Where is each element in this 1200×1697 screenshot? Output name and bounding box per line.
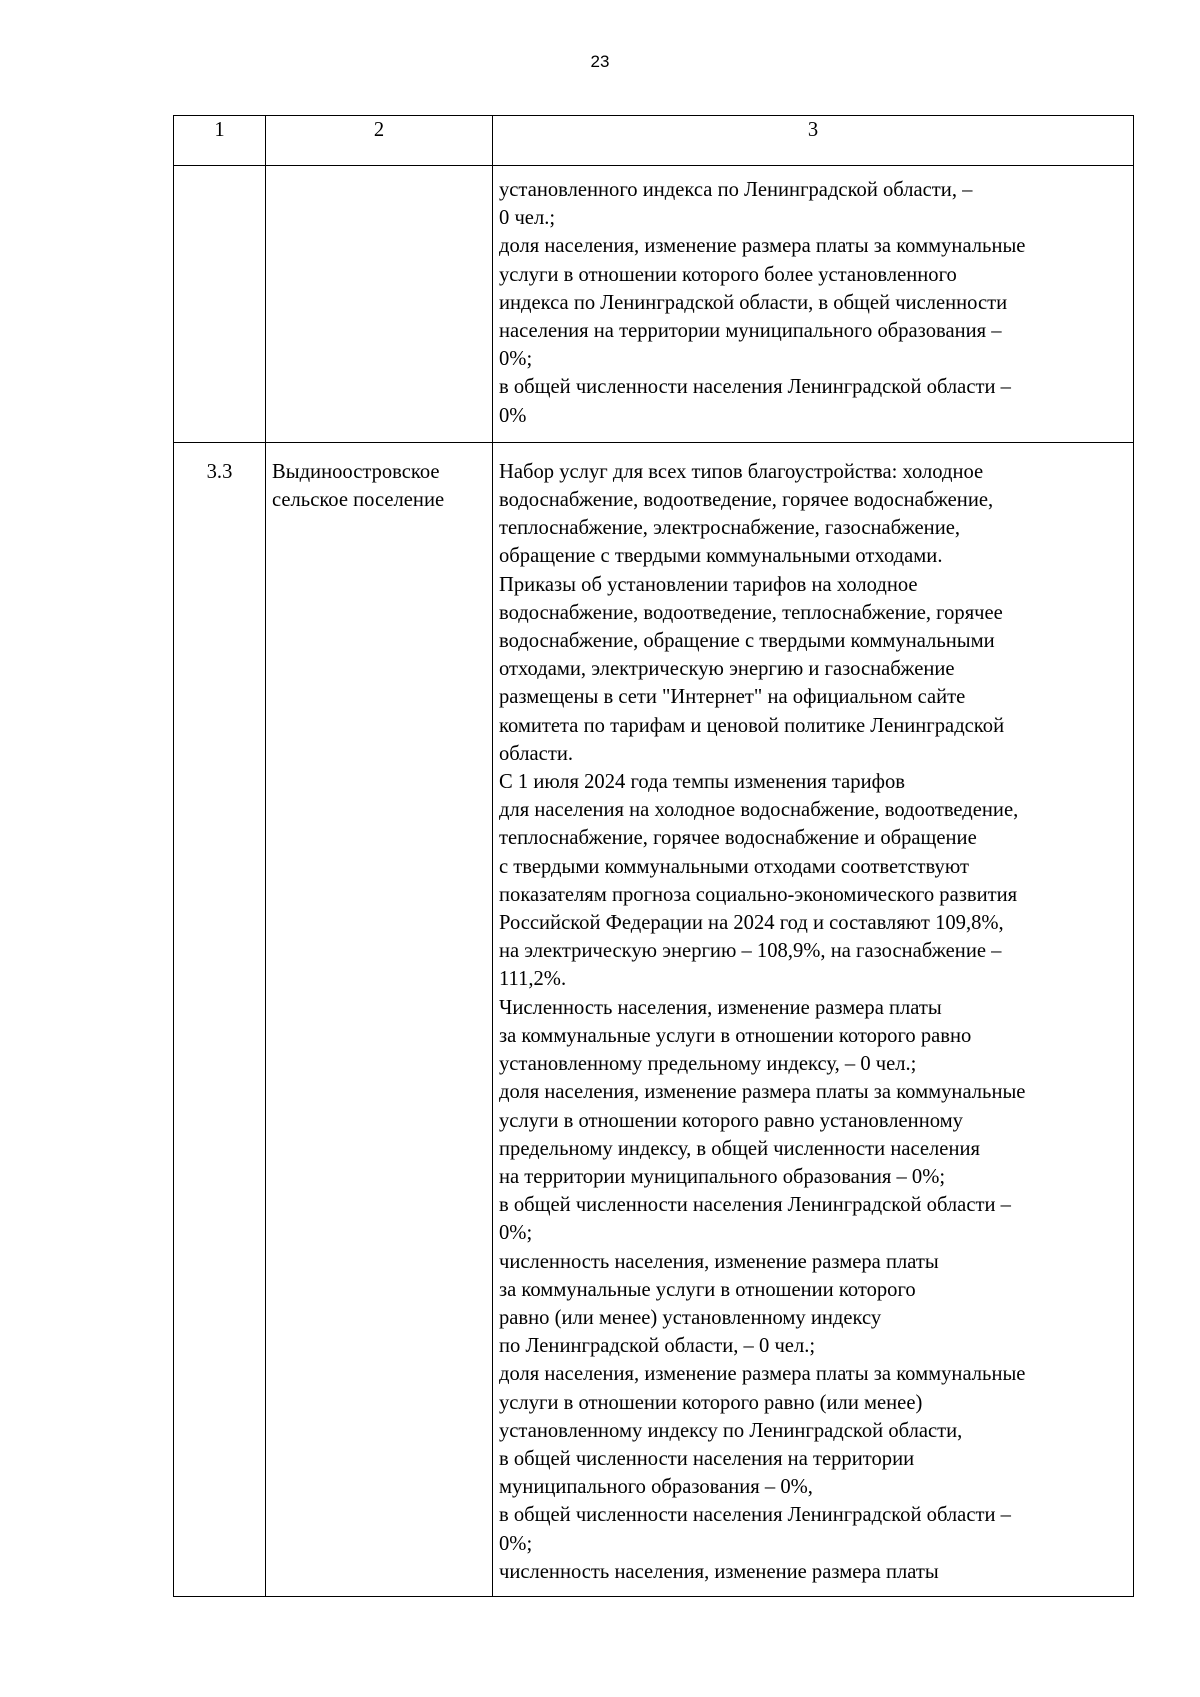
text-line: теплоснабжение, горячее водоснабжение и обращение <box>499 827 977 850</box>
text-line: Приказы об установлении тарифов на холодное <box>499 573 918 596</box>
text-line: услуги в отношении которого более установленного <box>499 263 957 286</box>
text-line: в общей численности населения на территории <box>499 1447 915 1470</box>
text-line: комитета по тарифам и ценовой политике Ленинградской <box>499 714 1005 737</box>
row-continued-text-cell <box>493 166 1134 443</box>
document-table <box>173 115 1134 1597</box>
page-number: 23 <box>590 52 610 71</box>
text-line: установленному предельному индексу, – 0 чел.; <box>499 1053 917 1076</box>
settlement-name-line: Выдиноостровское <box>272 460 440 483</box>
text-line: 0% <box>499 404 527 427</box>
text-line: водоснабжение, водоотведение, горячее водоснабжение, <box>499 489 994 512</box>
text-line: индекса по Ленинградской области, в общей численности <box>499 291 1008 314</box>
table-row-3-3 <box>174 442 1134 1596</box>
text-line: отходами, электрическую энергию и газоснабжение <box>499 658 955 681</box>
text-line: в общей численности населения Ленинградской области – <box>499 1194 1011 1217</box>
text-line: водоснабжение, обращение с твердыми коммунальными <box>499 630 995 653</box>
text-line: за коммунальные услуги в отношении которого равно <box>499 1024 972 1047</box>
text-line: с твердыми коммунальными отходами соответствуют <box>499 855 969 878</box>
header-col-2: 2 <box>266 116 493 166</box>
text-line: теплоснабжение, электроснабжение, газоснабжение, <box>499 517 961 540</box>
settlement-name-line: сельское поселение <box>272 489 445 512</box>
text-line: 0 чел.; <box>499 207 556 230</box>
text-line: доля населения, изменение размера платы за коммунальные <box>499 1363 1026 1386</box>
text-line: Набор услуг для всех типов благоустройства: холодное <box>499 460 984 483</box>
text-line: 0%; <box>499 348 533 371</box>
text-line: Численность населения, изменение размера платы <box>499 996 942 1019</box>
text-line: установленному индексу по Ленинградской области, <box>499 1419 963 1442</box>
text-line: 0%; <box>499 1222 533 1245</box>
row-continued-name-cell <box>266 166 493 443</box>
text-line: по Ленинградской области, – 0 чел.; <box>499 1335 816 1358</box>
text-line: численность населения, изменение размера платы <box>499 1560 939 1583</box>
text-line: за коммунальные услуги в отношении которого <box>499 1278 916 1301</box>
text-line: муниципального образования – 0%, <box>499 1476 813 1499</box>
text-line: численность населения, изменение размера платы <box>499 1250 939 1273</box>
text-line: услуги в отношении которого равно (или менее) <box>499 1391 923 1414</box>
text-line: доля населения, изменение размера платы за коммунальные <box>499 235 1026 258</box>
text-line: на электрическую энергию – 108,9%, на газоснабжение – <box>499 940 1002 963</box>
text-line: для населения на холодное водоснабжение, водоотведение, <box>499 799 1019 822</box>
text-line: водоснабжение, водоотведение, теплоснабжение, горячее <box>499 601 1003 624</box>
table-header-row <box>174 116 1134 166</box>
text-line: доля населения, изменение размера платы за коммунальные <box>499 1081 1026 1104</box>
text-line: равно (или менее) установленному индексу <box>499 1306 882 1329</box>
text-line: размещены в сети "Интернет" на официальном сайте <box>499 686 966 709</box>
row-3-3-text-cell <box>493 442 1134 1596</box>
text-line: населения на территории муниципального образования – <box>499 320 1002 343</box>
row-number-cell: 3.3 <box>174 442 266 1596</box>
table-row-continued <box>174 166 1134 443</box>
row-continued-number-cell <box>174 166 266 443</box>
text-line: области. <box>499 742 573 765</box>
text-line: обращение с твердыми коммунальными отходами. <box>499 545 943 568</box>
text-line: 111,2%. <box>499 968 567 991</box>
settlement-name-cell <box>266 442 493 1596</box>
header-col-3: 3 <box>493 116 1134 166</box>
text-line: предельному индексу, в общей численности населения <box>499 1137 980 1160</box>
text-line: на территории муниципального образования – 0%; <box>499 1165 946 1188</box>
text-line: услуги в отношении которого равно установленному <box>499 1109 963 1132</box>
text-line: С 1 июля 2024 года темпы изменения тарифов <box>499 771 905 794</box>
text-line: в общей численности населения Ленинградской области – <box>499 1504 1011 1527</box>
header-col-1: 1 <box>174 116 266 166</box>
text-line: 0%; <box>499 1532 533 1555</box>
text-line: показателям прогноза социально-экономического развития <box>499 883 1018 906</box>
text-line: установленного индекса по Ленинградской области, – <box>499 179 973 201</box>
text-line: Российской Федерации на 2024 год и составляют 109,8%, <box>499 912 1004 935</box>
text-line: в общей численности населения Ленинградской области – <box>499 376 1011 399</box>
